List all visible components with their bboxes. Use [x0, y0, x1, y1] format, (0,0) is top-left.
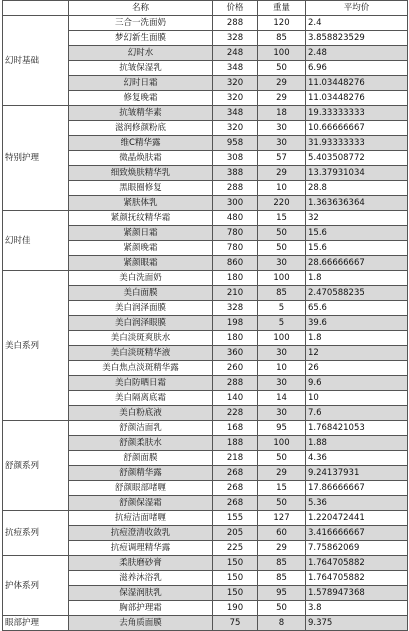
weight-cell: 8 — [258, 616, 306, 631]
price-cell: 860 — [213, 256, 258, 271]
average-price-cell: 7.6 — [306, 406, 408, 421]
product-name-cell: 美白淡斑爽肤水 — [69, 331, 213, 346]
weight-cell: 50 — [258, 601, 306, 616]
price-cell: 168 — [213, 421, 258, 436]
product-name-cell: 舒颜保湿霜 — [69, 496, 213, 511]
price-cell: 288 — [213, 376, 258, 391]
series-cell: 护体系列 — [3, 556, 69, 616]
price-cell: 140 — [213, 391, 258, 406]
average-price-cell: 9.24137931 — [306, 466, 408, 481]
price-cell: 218 — [213, 451, 258, 466]
average-price-cell: 6.96 — [306, 61, 408, 76]
product-name-cell: 舒颜精华露 — [69, 466, 213, 481]
average-price-cell: 1.8 — [306, 331, 408, 346]
product-name-cell: 美白粉底液 — [69, 406, 213, 421]
price-cell: 300 — [213, 196, 258, 211]
series-cell: 美白系列 — [3, 271, 69, 421]
product-name-cell: 美白焦点淡斑精华露 — [69, 361, 213, 376]
average-price-cell: 12 — [306, 346, 408, 361]
weight-cell: 10 — [258, 181, 306, 196]
average-price-cell: 1.764705882 — [306, 556, 408, 571]
product-name-cell: 紧颜眼霜 — [69, 256, 213, 271]
product-name-cell: 抗皱精华素 — [69, 106, 213, 121]
weight-cell: 85 — [258, 571, 306, 586]
weight-cell: 50 — [258, 451, 306, 466]
price-cell: 320 — [213, 91, 258, 106]
average-price-cell: 15.6 — [306, 226, 408, 241]
price-table — [2, 0, 408, 631]
price-cell: 268 — [213, 481, 258, 496]
product-name-cell: 三合一洗面奶 — [69, 16, 213, 31]
weight-cell: 100 — [258, 331, 306, 346]
product-name-cell: 梦幻新生面膜 — [69, 31, 213, 46]
weight-cell: 85 — [258, 286, 306, 301]
price-cell: 958 — [213, 136, 258, 151]
weight-cell: 85 — [258, 556, 306, 571]
price-cell: 260 — [213, 361, 258, 376]
price-cell: 75 — [213, 616, 258, 631]
price-cell: 348 — [213, 61, 258, 76]
weight-cell: 100 — [258, 46, 306, 61]
table-row — [3, 271, 408, 286]
weight-cell: 29 — [258, 541, 306, 556]
weight-cell: 5 — [258, 301, 306, 316]
weight-cell: 10 — [258, 361, 306, 376]
weight-cell: 50 — [258, 61, 306, 76]
average-price-cell: 13.37931034 — [306, 166, 408, 181]
weight-cell: 50 — [258, 241, 306, 256]
header-series — [3, 1, 69, 16]
product-name-cell: 修复晚霜 — [69, 91, 213, 106]
price-table-body — [3, 1, 408, 631]
average-price-cell: 2.4 — [306, 16, 408, 31]
product-name-cell: 黑眼圈修复 — [69, 181, 213, 196]
price-cell: 268 — [213, 496, 258, 511]
product-name-cell: 幻时水 — [69, 46, 213, 61]
price-cell: 480 — [213, 211, 258, 226]
average-price-cell: 5.403508772 — [306, 151, 408, 166]
product-name-cell: 抗痘调理精华露 — [69, 541, 213, 556]
average-price-cell: 10 — [306, 391, 408, 406]
average-price-cell: 15.6 — [306, 241, 408, 256]
price-cell: 320 — [213, 121, 258, 136]
product-name-cell: 舒颜洁面乳 — [69, 421, 213, 436]
average-price-cell: 39.6 — [306, 316, 408, 331]
product-name-cell: 维C精华露 — [69, 136, 213, 151]
weight-cell: 14 — [258, 391, 306, 406]
price-cell: 268 — [213, 466, 258, 481]
price-cell: 150 — [213, 571, 258, 586]
average-price-cell: 28.66666667 — [306, 256, 408, 271]
series-cell: 舒颜系列 — [3, 421, 69, 511]
price-cell: 210 — [213, 286, 258, 301]
price-cell: 155 — [213, 511, 258, 526]
average-price-cell: 2.470588235 — [306, 286, 408, 301]
table-row — [3, 556, 408, 571]
average-price-cell: 1.768421053 — [306, 421, 408, 436]
weight-cell: 29 — [258, 466, 306, 481]
price-cell: 288 — [213, 181, 258, 196]
weight-cell: 30 — [258, 121, 306, 136]
average-price-cell: 2.48 — [306, 46, 408, 61]
header-weight: 重量 — [258, 1, 306, 16]
price-cell: 288 — [213, 16, 258, 31]
average-price-cell: 11.03448276 — [306, 76, 408, 91]
weight-cell: 29 — [258, 166, 306, 181]
series-cell: 眼部护理 — [3, 616, 69, 631]
average-price-cell: 10.66666667 — [306, 121, 408, 136]
weight-cell: 100 — [258, 436, 306, 451]
price-cell: 188 — [213, 436, 258, 451]
header-price: 价格 — [213, 1, 258, 16]
price-cell: 360 — [213, 346, 258, 361]
average-price-cell: 32 — [306, 211, 408, 226]
price-cell: 348 — [213, 106, 258, 121]
product-name-cell: 抗痘澄清收敛乳 — [69, 526, 213, 541]
product-name-cell: 胸部护理霜 — [69, 601, 213, 616]
price-cell: 190 — [213, 601, 258, 616]
weight-cell: 85 — [258, 31, 306, 46]
product-name-cell: 紧颜晚霜 — [69, 241, 213, 256]
product-name-cell: 细致焕肤精华乳 — [69, 166, 213, 181]
price-cell: 328 — [213, 31, 258, 46]
header-row — [3, 1, 408, 16]
weight-cell: 220 — [258, 196, 306, 211]
average-price-cell: 31.93333333 — [306, 136, 408, 151]
table-row — [3, 421, 408, 436]
table-row — [3, 16, 408, 31]
table-row — [3, 211, 408, 226]
weight-cell: 15 — [258, 481, 306, 496]
average-price-cell: 5.36 — [306, 496, 408, 511]
product-name-cell: 美白隔离底霜 — [69, 391, 213, 406]
price-cell: 180 — [213, 331, 258, 346]
product-name-cell: 美白防晒日霜 — [69, 376, 213, 391]
price-cell: 228 — [213, 406, 258, 421]
average-price-cell: 3.416666667 — [306, 526, 408, 541]
average-price-cell: 11.03448276 — [306, 91, 408, 106]
product-name-cell: 幻时日霜 — [69, 76, 213, 91]
average-price-cell: 9.375 — [306, 616, 408, 631]
price-cell: 205 — [213, 526, 258, 541]
price-cell: 225 — [213, 541, 258, 556]
weight-cell: 100 — [258, 271, 306, 286]
product-name-cell: 美白洗面奶 — [69, 271, 213, 286]
weight-cell: 29 — [258, 76, 306, 91]
product-name-cell: 微晶焕肤霜 — [69, 151, 213, 166]
price-cell: 780 — [213, 241, 258, 256]
header-average-price: 平均价 — [306, 1, 408, 16]
series-cell: 抗痘系列 — [3, 511, 69, 556]
price-cell: 150 — [213, 586, 258, 601]
price-cell: 248 — [213, 46, 258, 61]
average-price-cell: 1.88 — [306, 436, 408, 451]
average-price-cell: 26 — [306, 361, 408, 376]
price-cell: 320 — [213, 76, 258, 91]
product-name-cell: 舒颜面膜 — [69, 451, 213, 466]
price-cell: 388 — [213, 166, 258, 181]
average-price-cell: 1.220472441 — [306, 511, 408, 526]
average-price-cell: 1.8 — [306, 271, 408, 286]
price-cell: 150 — [213, 556, 258, 571]
average-price-cell: 1.363636364 — [306, 196, 408, 211]
average-price-cell: 4.36 — [306, 451, 408, 466]
weight-cell: 60 — [258, 526, 306, 541]
weight-cell: 29 — [258, 91, 306, 106]
price-cell: 308 — [213, 151, 258, 166]
average-price-cell: 28.8 — [306, 181, 408, 196]
average-price-cell: 19.33333333 — [306, 106, 408, 121]
weight-cell: 95 — [258, 586, 306, 601]
series-cell: 幻时佳 — [3, 211, 69, 271]
product-name-cell: 去角质面膜 — [69, 616, 213, 631]
series-cell: 幻时基础 — [3, 16, 69, 106]
weight-cell: 50 — [258, 496, 306, 511]
weight-cell: 50 — [258, 226, 306, 241]
product-name-cell: 美白润泽面膜 — [69, 301, 213, 316]
product-name-cell: 滋养沐浴乳 — [69, 571, 213, 586]
product-name-cell: 美白润泽眼膜 — [69, 316, 213, 331]
weight-cell: 95 — [258, 421, 306, 436]
product-name-cell: 美白面膜 — [69, 286, 213, 301]
product-name-cell: 美白淡斑精华液 — [69, 346, 213, 361]
average-price-cell: 7.75862069 — [306, 541, 408, 556]
header-name: 名称 — [69, 1, 213, 16]
average-price-cell: 1.578947368 — [306, 586, 408, 601]
table-row — [3, 511, 408, 526]
price-cell: 180 — [213, 271, 258, 286]
product-name-cell: 抗痘洁面啫喱 — [69, 511, 213, 526]
average-price-cell: 1.764705882 — [306, 571, 408, 586]
weight-cell: 15 — [258, 211, 306, 226]
product-name-cell: 滋润修颜粉底 — [69, 121, 213, 136]
product-name-cell: 柔肤磨砂膏 — [69, 556, 213, 571]
product-name-cell: 紧颜抚纹精华霜 — [69, 211, 213, 226]
weight-cell: 30 — [258, 256, 306, 271]
price-cell: 780 — [213, 226, 258, 241]
product-name-cell: 抗皱保湿乳 — [69, 61, 213, 76]
series-cell: 特别护理 — [3, 106, 69, 211]
product-name-cell: 紧颜日霜 — [69, 226, 213, 241]
table-row — [3, 616, 408, 631]
product-name-cell: 保湿润肤乳 — [69, 586, 213, 601]
table-row — [3, 106, 408, 121]
average-price-cell: 3.858823529 — [306, 31, 408, 46]
price-cell: 198 — [213, 316, 258, 331]
average-price-cell: 17.86666667 — [306, 481, 408, 496]
weight-cell: 5 — [258, 316, 306, 331]
weight-cell: 127 — [258, 511, 306, 526]
average-price-cell: 65.6 — [306, 301, 408, 316]
weight-cell: 30 — [258, 136, 306, 151]
product-name-cell: 紧肤体乳 — [69, 196, 213, 211]
product-name-cell: 舒颜柔肤水 — [69, 436, 213, 451]
product-name-cell: 舒颜眼部啫喱 — [69, 481, 213, 496]
weight-cell: 57 — [258, 151, 306, 166]
weight-cell: 18 — [258, 106, 306, 121]
weight-cell: 30 — [258, 346, 306, 361]
weight-cell: 30 — [258, 376, 306, 391]
average-price-cell: 3.8 — [306, 601, 408, 616]
weight-cell: 30 — [258, 406, 306, 421]
average-price-cell: 9.6 — [306, 376, 408, 391]
price-cell: 328 — [213, 301, 258, 316]
weight-cell: 120 — [258, 16, 306, 31]
